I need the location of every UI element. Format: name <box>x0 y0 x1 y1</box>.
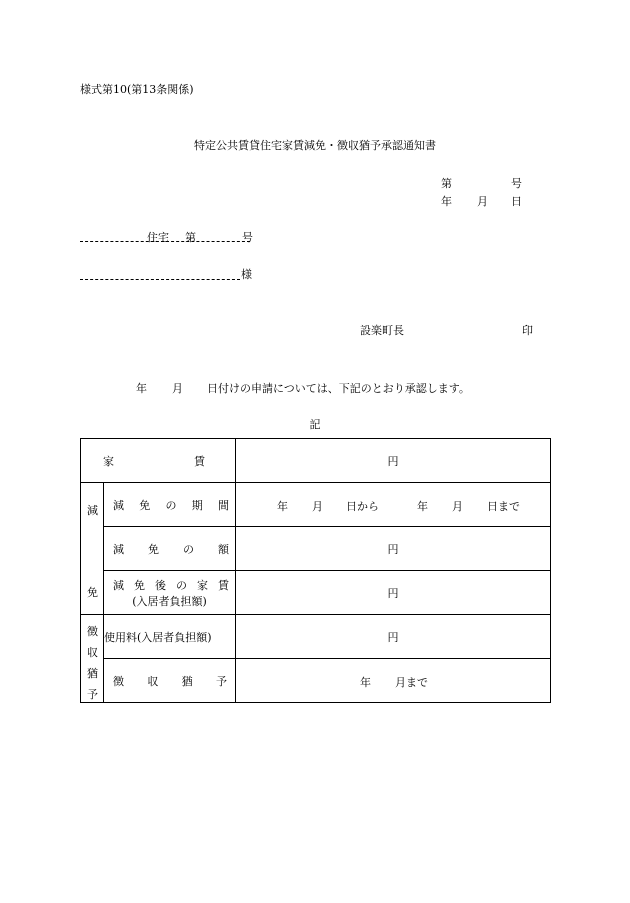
notice-year: 年 <box>136 382 147 395</box>
period-label-char: の <box>165 498 177 512</box>
after-value-cell <box>236 571 551 615</box>
period-label-char: 間 <box>218 498 229 512</box>
table-row-after <box>81 571 551 615</box>
date-year: 年 <box>441 195 452 208</box>
address-jutaku: 住宅 <box>147 231 169 244</box>
after-label-char: の <box>176 578 187 592</box>
yen-unit: 円 <box>387 542 399 556</box>
fee-label: 使用料(入居者負担額) <box>104 630 212 644</box>
ki-heading: 記 <box>309 418 321 431</box>
table-row-amount <box>81 527 551 571</box>
period-value-cell <box>236 483 551 527</box>
rent-label-cell <box>81 439 236 483</box>
choshu-vertical-label <box>81 615 104 703</box>
after-label-char: 家 <box>197 578 208 592</box>
choshu-label-char: 予 <box>215 674 227 688</box>
notice-text: 日付けの申請については、下記のとおり承認します。 <box>207 382 470 395</box>
choshu-label-char: 猶 <box>181 674 193 688</box>
period-end-day: 日まで <box>487 499 520 513</box>
yen-unit: 円 <box>387 630 399 644</box>
issuer-name: 設楽町長 <box>360 324 404 337</box>
choshu-char: 予 <box>87 688 98 701</box>
form-number: 様式第10(第13条関係) <box>80 83 194 96</box>
after-label-char: 後 <box>155 578 166 592</box>
amount-label-cell <box>104 527 236 571</box>
after-label-char: 賃 <box>218 578 229 592</box>
choshu-char: 猶 <box>87 667 98 680</box>
genmen-vertical-label <box>81 483 104 615</box>
rent-label-char: 賃 <box>194 454 205 468</box>
doc-number-suffix: 号 <box>511 177 522 190</box>
after-sub-label: (入居者負担額) <box>132 594 207 608</box>
period-label-cell <box>104 483 236 527</box>
choshu-label-char: 徴 <box>113 674 124 688</box>
choshu-month: 月まで <box>395 675 428 689</box>
period-start-year: 年 <box>277 499 288 513</box>
amount-label-char: の <box>183 542 194 556</box>
fee-label-cell <box>104 615 236 659</box>
after-label-cell <box>104 571 236 615</box>
address-go: 号 <box>242 231 253 244</box>
genmen-char: 免 <box>87 586 98 599</box>
doc-number-prefix: 第 <box>441 177 452 190</box>
rent-label-char: 家 <box>103 454 114 468</box>
choshu-label-char: 収 <box>147 674 159 688</box>
document-title: 特定公共賃貸住宅家賃減免・徴収猶予承認通知書 <box>194 139 436 152</box>
rent-value-cell <box>236 439 551 483</box>
amount-label-char: 減 <box>113 542 124 556</box>
choshu-value-cell <box>236 659 551 703</box>
period-start-month: 月 <box>312 499 323 513</box>
table-row-rent <box>81 439 551 483</box>
amount-value-cell <box>236 527 551 571</box>
amount-label-char: 額 <box>218 542 229 556</box>
period-end-month: 月 <box>452 499 463 513</box>
choshu-label-cell <box>104 659 236 703</box>
period-end-year: 年 <box>417 499 428 513</box>
period-label-char: 期 <box>191 498 203 512</box>
recipient-suffix: 様 <box>241 268 252 281</box>
approval-table <box>80 438 551 703</box>
date-month: 月 <box>477 195 488 208</box>
fee-value-cell <box>236 615 551 659</box>
table-row-fee <box>81 615 551 659</box>
date-day: 日 <box>511 195 522 208</box>
address-dai: 第 <box>185 231 196 244</box>
after-label-char: 減 <box>113 578 124 592</box>
choshu-char: 徴 <box>87 625 98 638</box>
choshu-year: 年 <box>360 675 371 689</box>
after-label-char: 免 <box>134 578 145 592</box>
choshu-char: 収 <box>87 646 98 659</box>
recipient-blank-line <box>80 267 240 280</box>
amount-label-char: 免 <box>148 542 159 556</box>
yen-unit: 円 <box>387 454 399 468</box>
period-label-char: 免 <box>139 498 151 512</box>
yen-unit: 円 <box>387 586 399 600</box>
table-row-period <box>81 483 551 527</box>
genmen-char: 減 <box>87 504 98 517</box>
seal-mark: 印 <box>522 324 533 337</box>
table-row-choshu <box>81 659 551 703</box>
notice-month: 月 <box>172 382 183 395</box>
period-start-day: 日から <box>346 499 379 513</box>
period-label-char: 減 <box>113 498 124 512</box>
